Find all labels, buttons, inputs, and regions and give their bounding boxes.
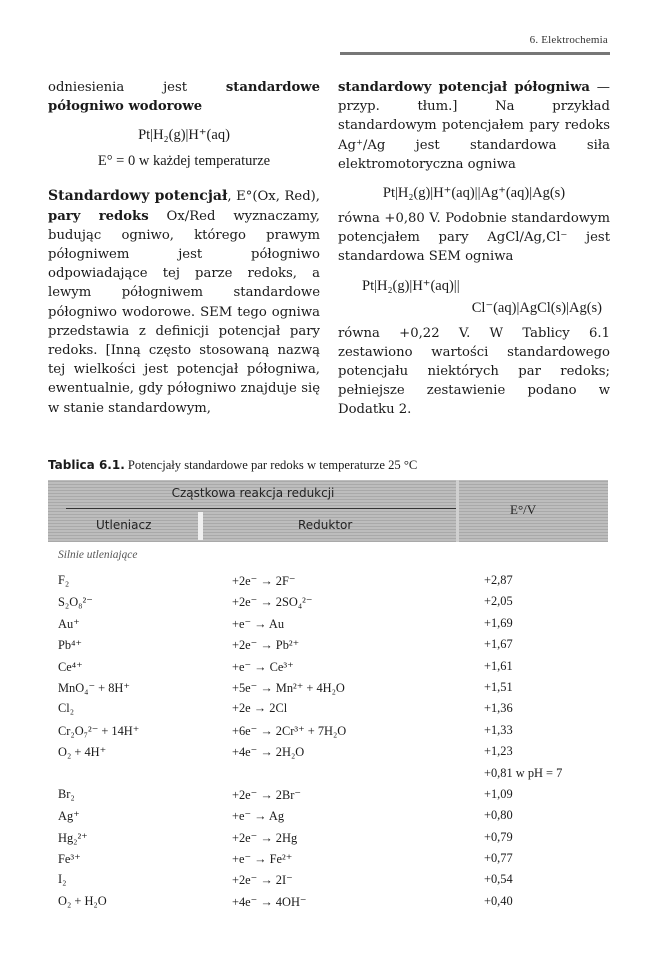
- cell-reduction: +4e⁻ → 4OH⁻: [232, 894, 307, 909]
- cell-potential: +0,81 w pH = 7: [484, 765, 563, 780]
- running-head: 6. Elektrochemia: [529, 34, 608, 46]
- equation-agcl-cell-part1: Pt|H₂(g)|H⁺(aq)||: [362, 277, 460, 294]
- cell-oxidant: MnO₄⁻ + 8H⁺: [58, 680, 130, 695]
- cell-reduction: +2e⁻ → 2I⁻: [232, 873, 293, 888]
- header-oxidant: Utleniacz: [96, 518, 152, 532]
- cell-potential: +0,40: [484, 893, 513, 908]
- table-row: [0, 680, 648, 701]
- header-column-separator-2: [456, 480, 459, 542]
- cell-potential: +1,61: [484, 658, 513, 673]
- table-row: [0, 659, 648, 680]
- equation-silver-cell: Pt|H₂(g)|H⁺(aq)||Ag⁺(aq)|Ag(s): [382, 185, 566, 202]
- cell-reduction: +2e⁻ → 2SO₄²⁻: [232, 595, 313, 610]
- cell-oxidant: Ag⁺: [58, 809, 80, 824]
- equation-hydrogen-electrode: Pt|H₂(g)|H⁺(aq): [138, 127, 230, 144]
- cell-reduction: +2e⁻ → 2Hg: [232, 830, 298, 845]
- right-paragraph-2: równa +0,80 V. Podobnie standardowym potencjałem pary AgCl/Ag,Cl⁻ jest standardowa SEM ogniwa: [338, 211, 610, 265]
- cell-potential: +0,77: [484, 851, 513, 866]
- table-row: [0, 851, 648, 872]
- table-row: [0, 723, 648, 744]
- cell-reduction: +4e⁻ → 2H₂O: [232, 745, 305, 760]
- cell-potential: +1,33: [484, 722, 513, 737]
- cell-potential: +1,67: [484, 637, 513, 652]
- cell-potential: +0,80: [484, 808, 513, 823]
- header-rule: [340, 52, 610, 55]
- table-header: [48, 480, 608, 542]
- spacer: [48, 177, 320, 187]
- cell-reduction: +2e⁻ → 2F⁻: [232, 574, 296, 588]
- cell-oxidant: Cr₂O₇²⁻ + 14H⁺: [58, 723, 140, 738]
- left-p1-bold: standardowe półogniwo wodorowe: [48, 80, 320, 115]
- cell-potential: +1,36: [484, 701, 513, 716]
- cell-oxidant: Ce⁴⁺: [58, 659, 83, 674]
- header-potential: E°/V: [510, 502, 537, 517]
- table-row: [0, 894, 648, 915]
- table-row: [0, 701, 648, 722]
- cell-reduction: +6e⁻ → 2Cr³⁺ + 7H₂O: [232, 723, 347, 738]
- term-redox-pair: pary redoks: [48, 208, 149, 224]
- table-caption-text: Potencjały standardowe par redoks w temperaturze 25 °C: [124, 458, 418, 472]
- cell-reduction: +2e⁻ → Pb²⁺: [232, 638, 300, 653]
- cell-potential: +2,87: [484, 573, 513, 587]
- cell-oxidant: O₂ + H₂O: [58, 893, 107, 908]
- cell-oxidant: Fe³⁺: [58, 852, 81, 867]
- cell-oxidant: F₂: [58, 573, 70, 587]
- cell-reduction: +e⁻ → Ag: [232, 809, 285, 824]
- table-row: [0, 594, 648, 615]
- table-row: [0, 872, 648, 893]
- header-column-separator: [198, 512, 203, 540]
- table-row: [0, 808, 648, 829]
- left-column: [48, 78, 320, 418]
- cell-potential: +1,69: [484, 615, 513, 630]
- table-row: [0, 744, 648, 765]
- table-row: [0, 616, 648, 637]
- cell-reduction: +e⁻ → Ce³⁺: [232, 659, 294, 674]
- cell-potential: +1,23: [484, 744, 513, 759]
- cell-oxidant: Pb⁴⁺: [58, 638, 82, 653]
- cell-oxidant: Hg₂²⁺: [58, 830, 88, 845]
- cell-reduction: +2e → 2Cl: [232, 701, 288, 716]
- table-caption-label: Tablica 6.1.: [48, 458, 125, 472]
- cell-potential: +2,05: [484, 594, 513, 609]
- table-row: [0, 787, 648, 808]
- cell-oxidant: Au⁺: [58, 616, 80, 631]
- header-reductant: Reduktor: [298, 518, 353, 532]
- term-standard-potential: Standardowy potencjał: [48, 188, 228, 205]
- cell-oxidant: S₂O₈²⁻: [58, 595, 93, 610]
- term-half-cell-potential: standardowy potencjał półogniwa: [338, 80, 590, 95]
- header-partial-reaction: Cząstkowa reakcja redukcji: [171, 486, 335, 500]
- cell-potential: +1,51: [484, 679, 513, 694]
- table-row: [0, 830, 648, 851]
- cell-oxidant: O₂ + 4H⁺: [58, 745, 107, 760]
- table-row: [0, 573, 648, 594]
- left-paragraph-1: [48, 78, 320, 116]
- cell-potential: +0,79: [484, 829, 513, 844]
- cell-oxidant: Cl₂: [58, 701, 75, 716]
- header-rule-line: [66, 508, 456, 509]
- table-caption: [48, 458, 608, 473]
- right-p1-text: — przyp. tłum.] Na przykład standardowym potencjałem pary redoks Ag⁺/Ag jest standardowa siła elektromotoryczna ogniwa: [338, 80, 610, 172]
- table-row: [0, 766, 648, 787]
- right-paragraph-3: równa +0,22 V. W Tablicy 6.1 zestawiono wartości standardowego potencjału niektórych par redoks; pełniejsze zestawienie podano w Dodatku 2.: [338, 325, 610, 418]
- left-paragraph-2: [48, 187, 320, 417]
- cell-reduction: +e⁻ → Au: [232, 616, 285, 631]
- cell-potential: +1,09: [484, 786, 513, 801]
- cell-reduction: +e⁻ → Fe²⁺: [232, 852, 293, 867]
- cell-oxidant: I₂: [58, 872, 67, 887]
- cell-oxidant: Br₂: [58, 786, 75, 801]
- right-column: [338, 78, 610, 420]
- cell-potential: +0,54: [484, 872, 513, 887]
- left-p1-text: odniesienia jest: [48, 80, 226, 95]
- cell-reduction: +5e⁻ → Mn²⁺ + 4H₂O: [232, 680, 345, 695]
- table-body: [0, 573, 648, 915]
- table-row: [0, 637, 648, 658]
- left-p2-t2: Ox/Red wyznaczamy, budując ogniwo, którego prawym półogniwem jest półogniwo odpowiadające tej parze redoks, a lewym półogniwem standardowe półogniwo wodorowe. SEM tego ogniwa przedstawia z definicji potencjał pary redoks. [Inną często stosowaną nazwą tej wielkości jest potencjał półogniwa, ewentualnie, gdy półogniwo znajduje się w stanie standardowym,: [48, 208, 320, 416]
- left-p2-t1: , E°(Ox, Red),: [227, 189, 320, 205]
- right-paragraph-1: [338, 78, 610, 174]
- equation-e-zero: E° = 0 w każdej temperaturze: [97, 153, 271, 170]
- table-group-label: Silnie utleniające: [58, 549, 138, 561]
- equation-agcl-cell-part2: Cl⁻(aq)|AgCl(s)|Ag(s): [471, 299, 602, 316]
- cell-reduction: +2e⁻ → 2Br⁻: [232, 787, 301, 802]
